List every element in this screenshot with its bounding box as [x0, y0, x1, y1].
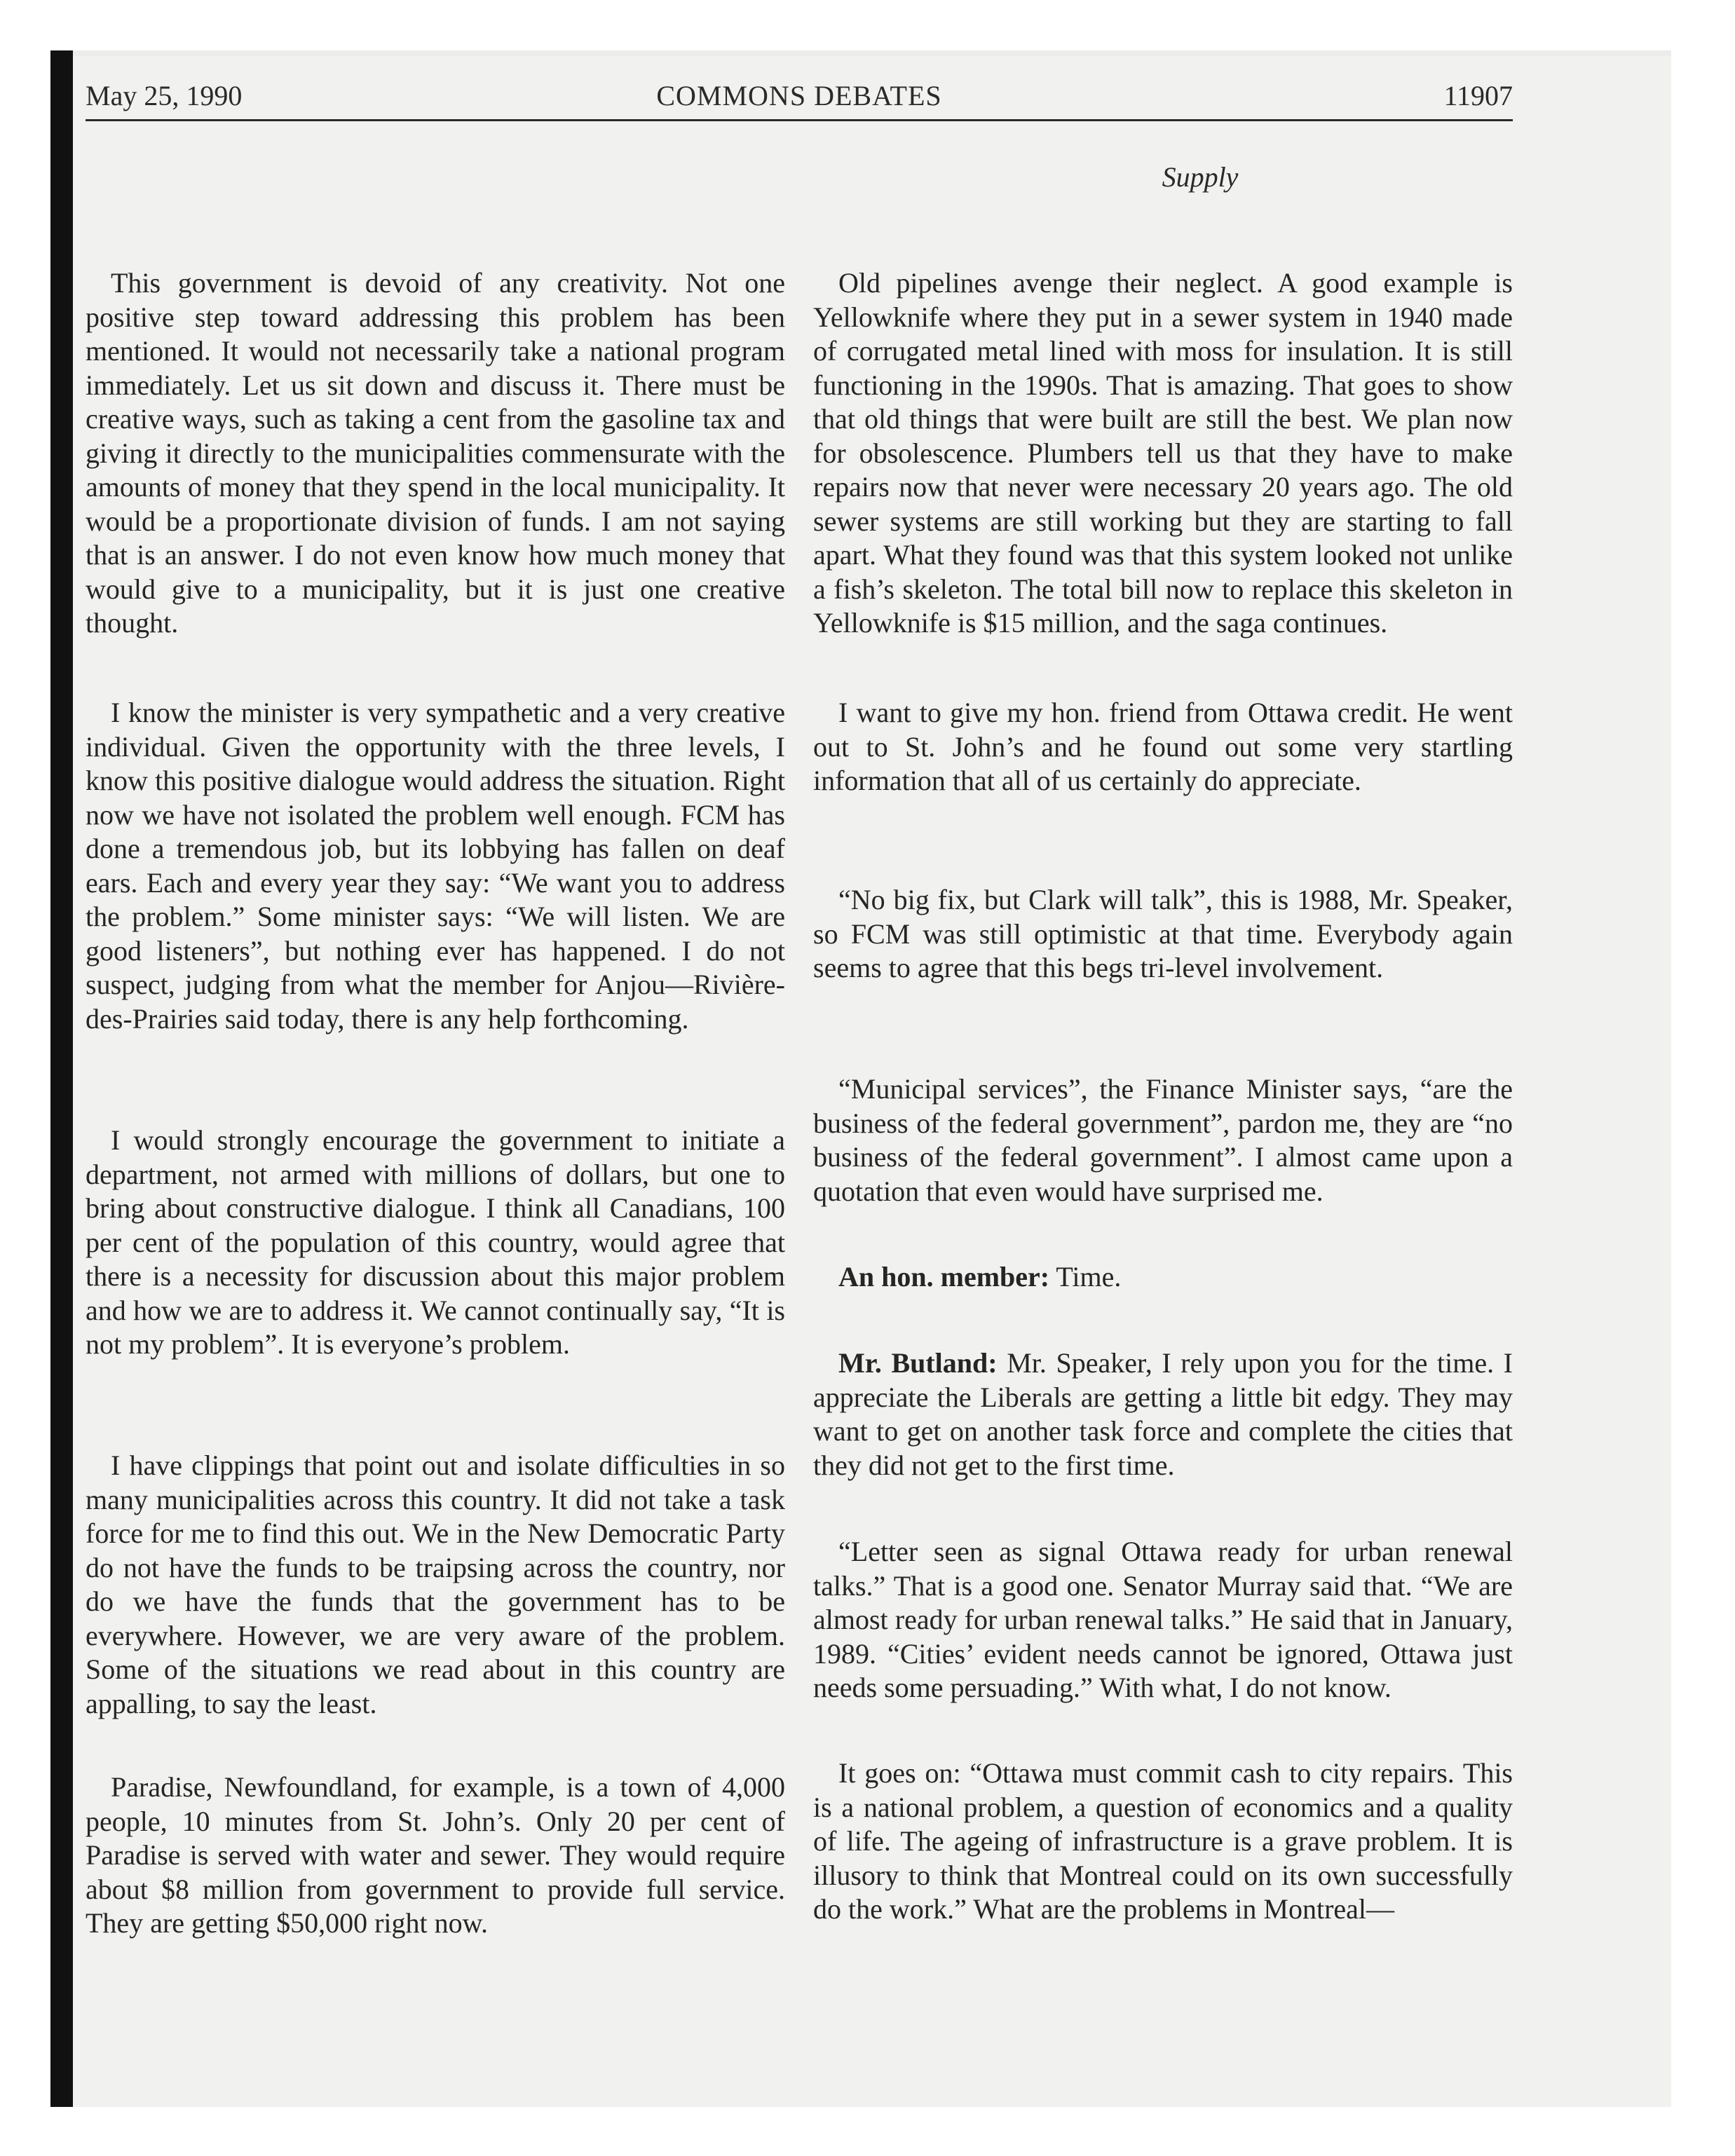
paragraph: I want to give my hon. friend from Ottawa credit. He went out to St. John’s and he found out some very startling information that all of us certainly do appreciate.: [813, 697, 1513, 796]
paragraph: “Letter seen as signal Ottawa ready for urban renewal talks.” That is a good one. Senator Murray said that. “We are almost ready for urban renewal talks.” He said that in January, 1989. “Cities’ evident needs cannot be ignored, Ottawa just needs some persuading.” With what, I do not know.: [813, 1536, 1513, 1703]
paragraph: I have clippings that point out and isolate difficulties in so many municipalities across this country. It did not take a task force for me to find this out. We in the New Democratic Party do not have the funds to be traipsing across the country, nor do we have the funds that the government has to be everywhere. However, we are very aware of the problem. Some of the situations we read about in this country are appalling, to say the least.: [86, 1449, 785, 1719]
speaker-name: An hon. member:: [838, 1261, 1050, 1292]
header-date: May 25, 1990: [86, 80, 243, 111]
paragraph: I would strongly encourage the government to initiate a department, not armed with millions of dollars, but one to bring about constructive dialogue. I think all Canadians, 100 per cent of the population of this country, would agree that there is a necessity for discussion about this major problem and how we are to address it. We cannot continually say, “It is not my problem”. It is everyone’s problem.: [86, 1124, 785, 1360]
speaker-paragraph: [813, 1260, 1513, 1295]
paragraph: “Municipal services”, the Finance Minister says, “are the business of the federal government”, pardon me, they are “no business of the federal government”. I almost came upon a quotation that even would have surprised me.: [813, 1073, 1513, 1207]
page-number: 11907: [1443, 80, 1513, 111]
speaker-paragraph: [813, 1346, 1513, 1482]
speech-text: Time.: [1049, 1261, 1122, 1292]
scan-top-edge: [73, 50, 1671, 56]
scan-edge-bar: [50, 50, 73, 2107]
publication-title: COMMONS DEBATES: [656, 80, 942, 111]
paragraph: This government is devoid of any creativity. Not one positive step toward addressing this problem has been mentioned. It would not necessarily take a national program immediately. Let us sit down and discuss it. There must be creative ways, such as taking a cent from the gasoline tax and giving it directly to the municipalities commensurate with the amounts of money that they spend in the local municipality. It would be a proportionate division of funds. I am not saying that is an answer. I do not even know how much money that would give to a municipality, but it is just one creative thought.: [86, 267, 785, 639]
paragraph: Old pipelines avenge their neglect. A good example is Yellowknife where they put in a sewer system in 1940 made of corrugated metal lined with moss for insulation. It is still functioning in the 1990s. That is amazing. That goes to show that old things that were built are still the best. We plan now for obsolescence. Plumbers tell us that they have to make repairs now that never were necessary 20 years ago. The old sewer systems are still working but they are starting to fall apart. What they found was that this system looked not unlike a fish’s skeleton. The total bill now to replace this skeleton in Yellowknife is $15 million, and the saga continues.: [813, 267, 1513, 639]
paragraph: Paradise, Newfoundland, for example, is a town of 4,000 people, 10 minutes from St. John’s. Only 20 per cent of Paradise is served with water and sewer. They would require about $8 million from government to provide full service. They are getting $50,000 right now.: [86, 1771, 785, 1939]
speech-text: Mr. Speaker, I rely upon you for the time. I appreciate the Liberals are getting a little bit edgy. They may want to get on another task force and complete the cities that they did not get to the first time.: [813, 1347, 1513, 1481]
page-header: [86, 76, 1513, 121]
section-label: Supply: [1162, 161, 1239, 193]
paragraph: I know the minister is very sympathetic and a very creative individual. Given the opportunity with the three levels, I know this positive dialogue would address the situation. Right now we have not isolated the problem well enough. FCM has done a tremendous job, but its lobbying has fallen on deaf ears. Each and every year they say: “We want you to address the problem.” Some minister says: “We will listen. We are good listeners”, but nothing ever has happened. I do not suspect, judging from what the member for Anjou—Rivière-des-Prairies said today, there is any help forthcoming.: [86, 697, 785, 1035]
paragraph: “No big fix, but Clark will talk”, this is 1988, Mr. Speaker, so FCM was still optimistic at that time. Everybody again seems to agree that this begs tri-level involvement.: [813, 884, 1513, 983]
speaker-name: Mr. Butland:: [838, 1347, 998, 1379]
paragraph: It goes on: “Ottawa must commit cash to city repairs. This is a national problem, a question of economics and a quality of life. The ageing of infrastructure is a grave problem. It is illusory to think that Montreal could on its own successfully do the work.” What are the problems in Montreal—: [813, 1757, 1513, 1925]
